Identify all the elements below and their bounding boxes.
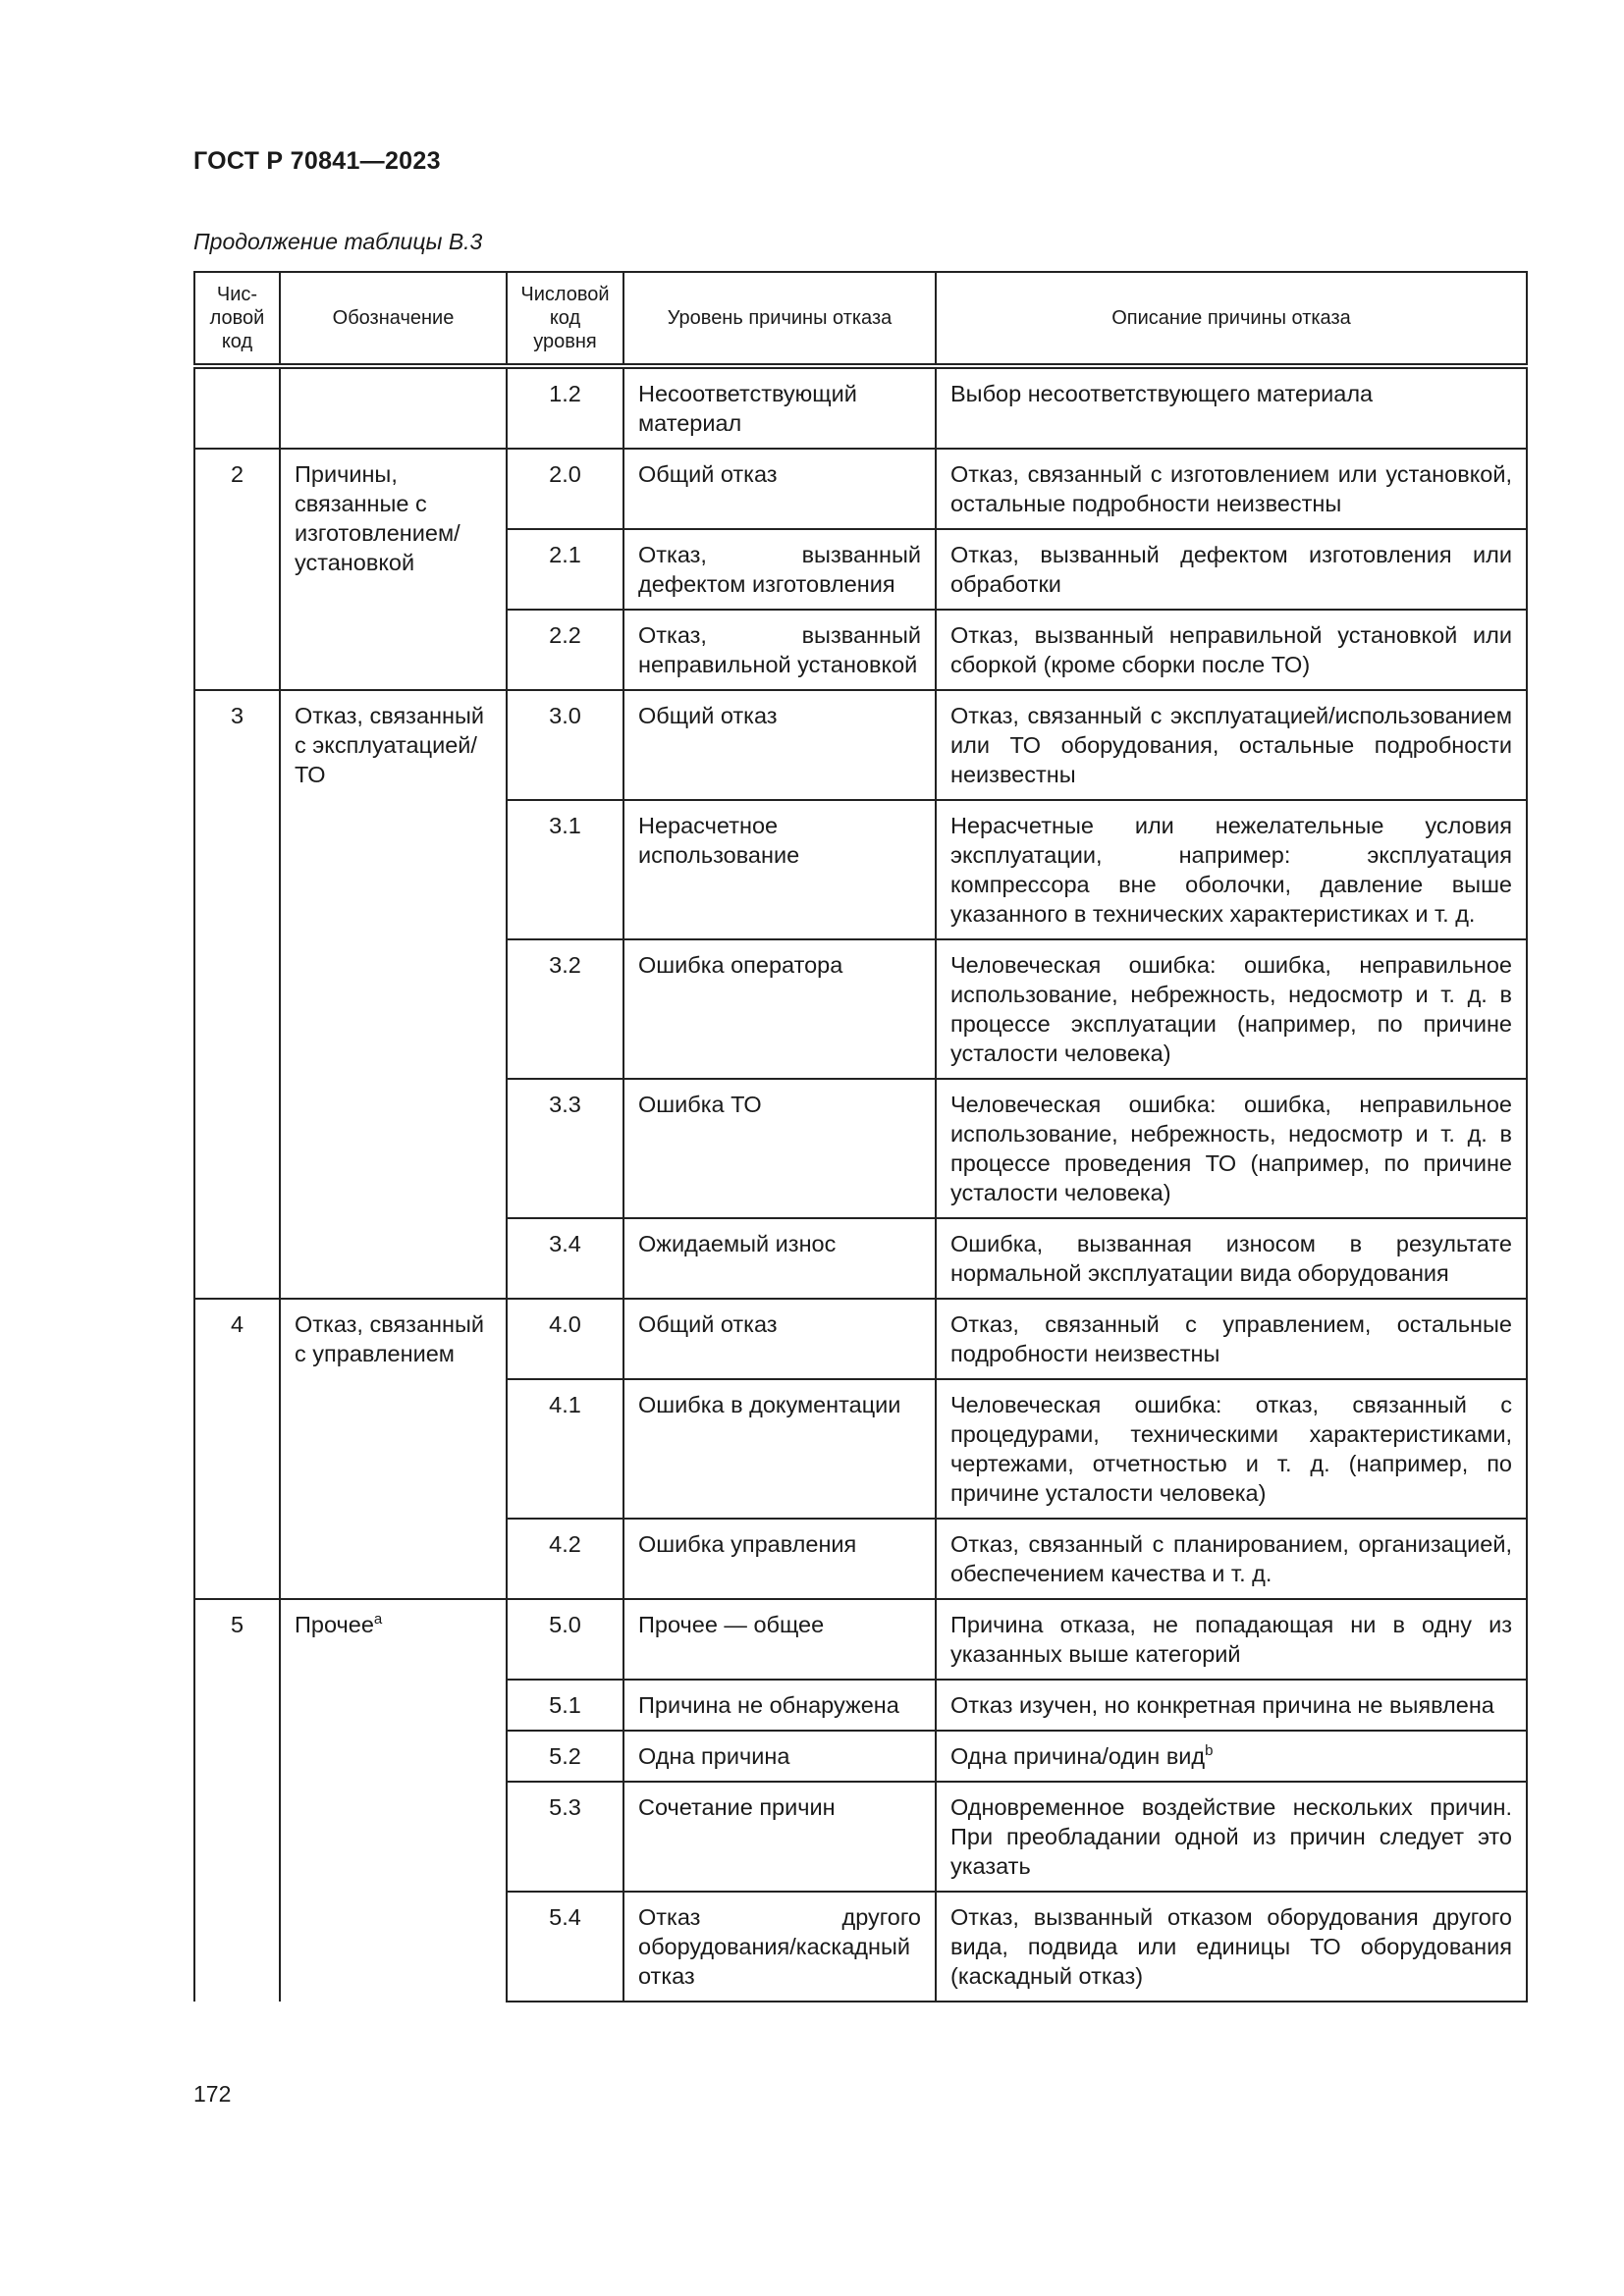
header-code (194, 272, 280, 366)
level-cell: Ошибка управления (623, 1519, 936, 1599)
level-code-cell: 3.3 (507, 1079, 623, 1218)
level-code-cell: 5.3 (507, 1782, 623, 1892)
level-code-cell: 2.0 (507, 449, 623, 529)
header-code-label: Чис- ловой код (209, 284, 265, 352)
level-cell: Общий отказ (623, 449, 936, 529)
level-code-cell: 3.4 (507, 1218, 623, 1299)
level-cell: Ошибка оператора (623, 939, 936, 1079)
level-code-cell: 5.0 (507, 1599, 623, 1680)
cause-name-cell: Отказ, связанный с эксплуатацией/ ТО (280, 690, 507, 1299)
cause-code-cell: 4 (194, 1299, 280, 1599)
cause-name-cell: Прочее$^a$ (280, 1599, 507, 2002)
cause-name-cell (280, 366, 507, 449)
description-cell: Причина отказа, не попадающая ни в одну из указанных выше категорий (936, 1599, 1527, 1680)
level-code-cell: 4.1 (507, 1379, 623, 1519)
table-row (194, 366, 1527, 449)
description-cell: Одновременное воздействие нескольких причин. При преобладании одной из причин следует это указать (936, 1782, 1527, 1892)
failure-cause-table (193, 271, 1528, 2002)
description-cell: Человеческая ошибка: ошибка, неправильное использование, небрежность, недосмотр и т. д. в процессе проведения ТО (например, по причине усталости человека) (936, 1079, 1527, 1218)
level-cell: Причина не обнаружена (623, 1680, 936, 1731)
level-code-cell: 2.2 (507, 610, 623, 690)
level-code-cell: 3.0 (507, 690, 623, 800)
cause-code-cell: 5 (194, 1599, 280, 2002)
description-cell: Человеческая ошибка: ошибка, неправильное использование, небрежность, недосмотр и т. д. в процессе эксплуатации (например, по причине усталости человека) (936, 939, 1527, 1079)
document-header: ГОСТ Р 70841—2023 (193, 147, 441, 175)
table-row (194, 1599, 1527, 1680)
table-header-row (194, 272, 1527, 366)
cause-code-cell (194, 366, 280, 449)
description-cell: Отказ изучен, но конкретная причина не выявлена (936, 1680, 1527, 1731)
level-cell: Ожидаемый износ (623, 1218, 936, 1299)
table-container (193, 271, 1526, 2002)
level-cell: Нерасчетное использование (623, 800, 936, 939)
header-level (623, 272, 936, 366)
level-code-cell: 5.4 (507, 1892, 623, 2002)
level-cell: Ошибка ТО (623, 1079, 936, 1218)
description-cell: Нерасчетные или нежелательные условия эксплуатации, например: эксплуатация компрессора вне оболочки, давление выше указанного в технических характеристиках и т. д. (936, 800, 1527, 939)
description-cell: Отказ, связанный с эксплуатацией/использованием или ТО оборудования, остальные подробности неизвестны (936, 690, 1527, 800)
description-cell: Отказ, связанный с изготовлением или установкой, остальные подробности неизвестны (936, 449, 1527, 529)
cause-name-cell: Отказ, связанный с управлением (280, 1299, 507, 1599)
description-cell: Отказ, вызванный дефектом изготовления или обработки (936, 529, 1527, 610)
level-code-cell: 4.2 (507, 1519, 623, 1599)
level-cell: Общий отказ (623, 1299, 936, 1379)
description-cell: Одна причина/один вид$^b$ (936, 1731, 1527, 1782)
description-cell: Отказ, связанный с планированием, организацией, обеспечением качества и т. д. (936, 1519, 1527, 1599)
level-cell: Несоответствующий материал (623, 366, 936, 449)
header-level-code-label: Числовой код уровня (520, 284, 610, 352)
level-code-cell: 4.0 (507, 1299, 623, 1379)
header-description (936, 272, 1527, 366)
description-cell: Ошибка, вызванная износом в результате нормальной эксплуатации вида оборудования (936, 1218, 1527, 1299)
level-cell: Общий отказ (623, 690, 936, 800)
description-cell: Выбор несоответствующего материала (936, 366, 1527, 449)
level-cell: Отказ, вызванный неправильной установкой (623, 610, 936, 690)
table-row (194, 1299, 1527, 1379)
cause-name-cell: Причины, связанные с изготовлением/ установкой (280, 449, 507, 690)
level-code-cell: 5.1 (507, 1680, 623, 1731)
header-name-label: Обозначение (332, 307, 455, 329)
table-caption: Продолжение таблицы В.3 (193, 229, 483, 254)
description-cell: Человеческая ошибка: отказ, связанный с процедурами, техническими характеристиками, чертежами, отчетностью и т. д. (например, по причине усталости человека) (936, 1379, 1527, 1519)
level-code-cell: 3.1 (507, 800, 623, 939)
cause-code-cell: 2 (194, 449, 280, 690)
header-name (280, 272, 507, 366)
level-cell: Ошибка в документации (623, 1379, 936, 1519)
description-cell: Отказ, вызванный отказом оборудования другого вида, подвида или единицы ТО оборудования (каскадный отказ) (936, 1892, 1527, 2002)
table-row (194, 449, 1527, 529)
table-row (194, 690, 1527, 800)
page-number: 172 (193, 2081, 232, 2107)
footnote-marker: a (373, 1611, 383, 1629)
description-cell: Отказ, связанный с управлением, остальные подробности неизвестны (936, 1299, 1527, 1379)
level-cell: Прочее — общее (623, 1599, 936, 1680)
level-cell: Отказ, вызванный дефектом изготовления (623, 529, 936, 610)
cause-code-cell: 3 (194, 690, 280, 1299)
level-code-cell: 5.2 (507, 1731, 623, 1782)
footnote-marker: b (1205, 1742, 1214, 1760)
level-code-cell: 1.2 (507, 366, 623, 449)
level-code-cell: 2.1 (507, 529, 623, 610)
level-code-cell: 3.2 (507, 939, 623, 1079)
description-cell: Отказ, вызванный неправильной установкой или сборкой (кроме сборки после ТО) (936, 610, 1527, 690)
level-cell: Сочетание причин (623, 1782, 936, 1892)
level-cell: Одна причина (623, 1731, 936, 1782)
header-description-label: Описание причины отказа (1111, 307, 1351, 329)
header-level-label: Уровень причины отказа (667, 307, 893, 329)
header-level-code (507, 272, 623, 366)
table-body (194, 366, 1527, 2002)
level-cell: Отказ другого оборудования/каскадный отказ (623, 1892, 936, 2002)
